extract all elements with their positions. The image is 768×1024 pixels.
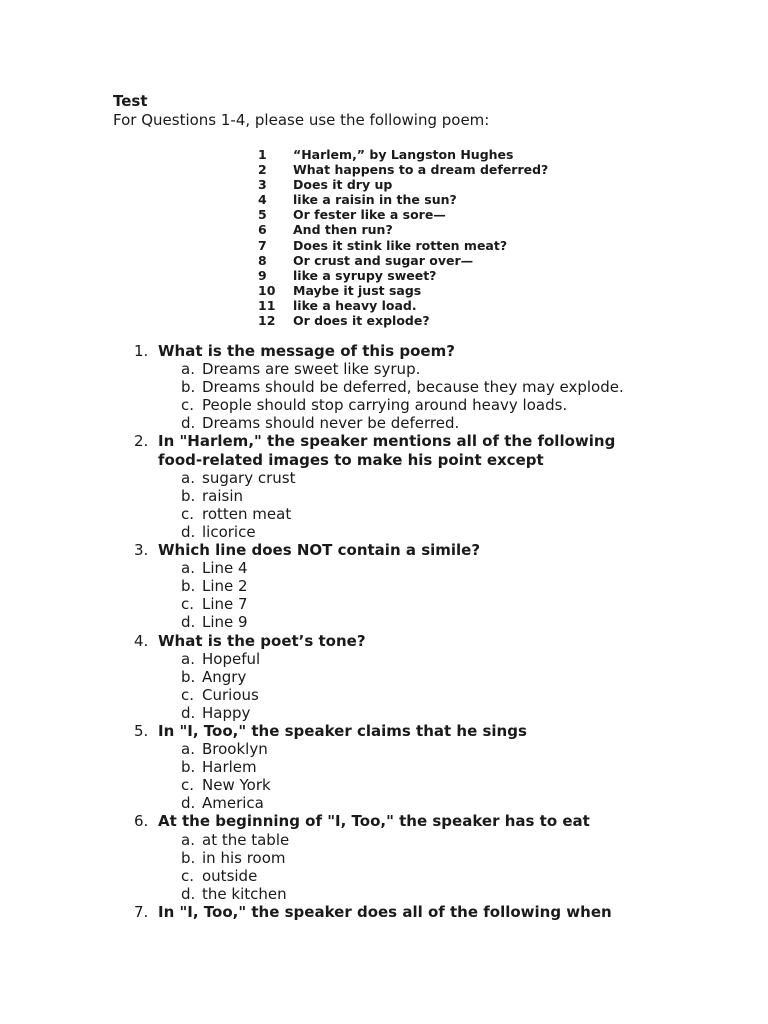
option-letter: c.: [181, 776, 195, 795]
answer-options: [134, 740, 754, 812]
option-text: licorice: [202, 522, 256, 541]
poem-line-text: like a raisin in the sun?: [293, 192, 457, 208]
option-text: Harlem: [202, 758, 257, 777]
answer-option: [181, 595, 754, 613]
answer-option: [181, 559, 754, 577]
poem-line-text: And then run?: [293, 222, 393, 238]
option-letter: c.: [181, 396, 195, 415]
option-letter: d.: [181, 414, 196, 433]
option-letter: c.: [181, 685, 195, 704]
question-item: [134, 903, 754, 921]
poem-line: [258, 283, 548, 298]
option-text: Line 2: [202, 577, 248, 596]
question-number: 4.: [134, 631, 149, 650]
poem-line-text: What happens to a dream deferred?: [293, 162, 549, 178]
question-number: 6.: [134, 812, 149, 831]
option-text: sugary crust: [202, 468, 296, 487]
question-text: What is the message of this poem?: [158, 342, 455, 360]
answer-options: [134, 831, 754, 903]
answer-option: [181, 831, 754, 849]
option-letter: a.: [181, 740, 195, 759]
poem-line-number: 4: [258, 192, 267, 208]
option-letter: b.: [181, 577, 196, 596]
poem-line-number: 1: [258, 147, 267, 162]
option-text: outside: [202, 866, 258, 885]
poem-line-number: 3: [258, 177, 267, 193]
poem-line: [258, 222, 548, 237]
answer-option: [181, 794, 754, 812]
question-row: [134, 432, 754, 468]
poem-line-number: 7: [258, 237, 267, 253]
poem-line-text: like a heavy load.: [293, 297, 417, 313]
question-number: 5.: [134, 721, 149, 740]
question-number: 1.: [134, 342, 149, 360]
poem-line-number: 10: [258, 282, 276, 298]
answer-option: [181, 396, 754, 414]
option-letter: c.: [181, 504, 195, 523]
option-text: Curious: [202, 685, 259, 704]
option-letter: b.: [181, 378, 196, 397]
question-item: [134, 432, 754, 541]
question-item: [134, 541, 754, 631]
option-letter: a.: [181, 830, 195, 849]
answer-option: [181, 414, 754, 432]
poem-line: [258, 238, 548, 253]
option-text: the kitchen: [202, 884, 287, 903]
option-text: Line 9: [202, 613, 248, 632]
answer-option: [181, 469, 754, 487]
answer-option: [181, 360, 754, 378]
answer-option: [181, 378, 754, 396]
question-row: [134, 541, 754, 559]
poem-line: [258, 268, 548, 283]
option-letter: b.: [181, 848, 196, 867]
question-text: Which line does NOT contain a simile?: [158, 541, 481, 560]
poem-line: [258, 253, 548, 268]
option-text: New York: [202, 776, 271, 795]
option-text: at the table: [202, 830, 290, 849]
option-letter: d.: [181, 794, 196, 813]
poem-line-number: 6: [258, 222, 267, 238]
answer-option: [181, 668, 754, 686]
question-item: [134, 812, 754, 902]
answer-option: [181, 885, 754, 903]
option-text: Dreams should never be deferred.: [202, 414, 460, 433]
option-letter: d.: [181, 884, 196, 903]
document-title: Test: [113, 92, 148, 110]
question-item: [134, 632, 754, 722]
answer-option: [181, 613, 754, 631]
poem-line-text: Or crust and sugar over—: [293, 252, 474, 268]
question-number: 3.: [134, 541, 149, 560]
poem-line-text: “Harlem,” by Langston Hughes: [293, 147, 514, 162]
option-text: Hopeful: [202, 649, 261, 668]
question-text: In "I, Too," the speaker claims that he sings: [158, 721, 527, 740]
question-row: [134, 632, 754, 650]
poem-line: [258, 298, 548, 313]
poem-line-text: like a syrupy sweet?: [293, 267, 437, 283]
option-text: Angry: [202, 667, 247, 686]
question-row: [134, 903, 754, 921]
question-number: 7.: [134, 902, 149, 921]
answer-option: [181, 650, 754, 668]
question-text: What is the poet’s tone?: [158, 631, 366, 650]
poem-line-number: 8: [258, 252, 267, 268]
answer-option: [181, 505, 754, 523]
poem-line-text: Does it dry up: [293, 177, 393, 193]
poem-line-text: Or fester like a sore—: [293, 207, 446, 223]
option-text: raisin: [202, 486, 244, 505]
option-letter: b.: [181, 486, 196, 505]
question-row: [134, 812, 754, 830]
option-letter: d.: [181, 703, 196, 722]
answer-option: [181, 776, 754, 794]
question-text: In "I, Too," the speaker does all of the following when: [158, 902, 612, 921]
poem-line-number: 9: [258, 267, 267, 283]
option-letter: a.: [181, 649, 195, 668]
answer-option: [181, 867, 754, 885]
answer-option: [181, 577, 754, 595]
option-letter: b.: [181, 667, 196, 686]
question-row: [134, 722, 754, 740]
answer-options: [134, 469, 754, 541]
poem-line-text: Does it stink like rotten meat?: [293, 237, 508, 253]
option-letter: b.: [181, 758, 196, 777]
option-text: Happy: [202, 703, 251, 722]
poem-line-number: 2: [258, 162, 267, 178]
document-intro: For Questions 1-4, please use the following poem:: [113, 111, 490, 129]
option-text: Dreams should be deferred, because they may explode.: [202, 378, 624, 397]
poem-line-number: 12: [258, 313, 276, 329]
option-letter: c.: [181, 595, 195, 614]
answer-option: [181, 849, 754, 867]
option-text: Line 4: [202, 559, 248, 578]
answer-option: [181, 740, 754, 758]
option-text: Brooklyn: [202, 740, 268, 759]
option-text: Dreams are sweet like syrup.: [202, 360, 421, 379]
poem-line: [258, 147, 548, 162]
option-letter: d.: [181, 522, 196, 541]
option-letter: c.: [181, 866, 195, 885]
question-item: [134, 342, 754, 432]
option-text: in his room: [202, 848, 286, 867]
question-number: 2.: [134, 432, 149, 451]
poem-line: [258, 177, 548, 192]
option-letter: d.: [181, 613, 196, 632]
poem-line: [258, 192, 548, 207]
question-text: At the beginning of "I, Too," the speaker has to eat: [158, 812, 590, 831]
answer-option: [181, 487, 754, 505]
answer-option: [181, 523, 754, 541]
answer-option: [181, 704, 754, 722]
option-letter: a.: [181, 360, 195, 379]
answer-options: [134, 559, 754, 631]
poem-line-number: 5: [258, 207, 267, 223]
answer-options: [134, 360, 754, 432]
question-list: [134, 342, 754, 921]
option-letter: a.: [181, 559, 195, 578]
poem-line-number: 11: [258, 297, 276, 313]
poem-line: [258, 313, 548, 328]
poem-line: [258, 162, 548, 177]
option-text: People should stop carrying around heavy loads.: [202, 396, 568, 415]
option-text: Line 7: [202, 595, 248, 614]
answer-option: [181, 686, 754, 704]
question-row: [134, 342, 754, 360]
answer-option: [181, 758, 754, 776]
poem-line-text: Or does it explode?: [293, 313, 430, 329]
poem-block: [258, 147, 548, 328]
option-text: rotten meat: [202, 504, 292, 523]
question-item: [134, 722, 754, 812]
poem-line-text: Maybe it just sags: [293, 282, 422, 298]
poem-line: [258, 207, 548, 222]
answer-options: [134, 650, 754, 722]
question-text: In "Harlem," the speaker mentions all of the following food-related images to make his point except: [158, 432, 616, 469]
option-text: America: [202, 794, 264, 813]
option-letter: a.: [181, 468, 195, 487]
